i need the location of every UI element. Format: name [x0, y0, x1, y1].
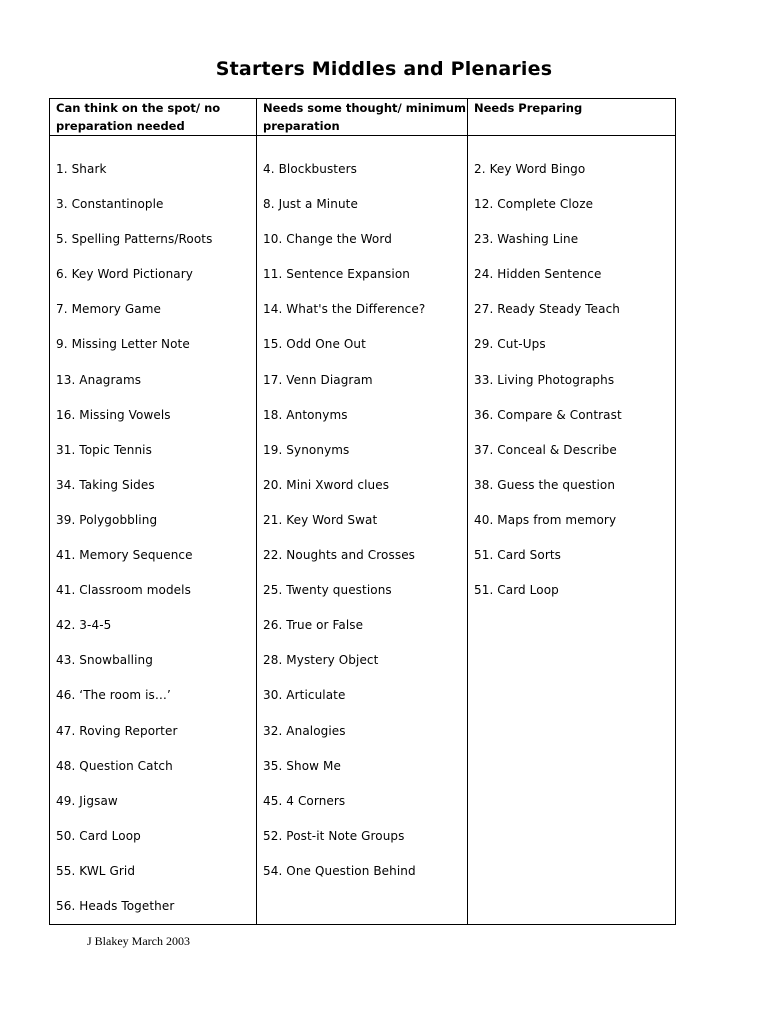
table-row: [50, 136, 676, 925]
list-item: 5. Spelling Patterns/Roots: [56, 232, 213, 247]
author-footer: J Blakey March 2003: [87, 934, 190, 948]
list-item: 46. ‘The room is…’: [56, 688, 171, 703]
list-item: 22. Noughts and Crosses: [263, 548, 416, 563]
document-title: Starters Middles and Plenaries: [215, 58, 553, 80]
column-cell-minimum-preparation: [257, 136, 468, 925]
list-item: 38. Guess the question: [474, 477, 616, 492]
list-item: 18. Antonyms: [263, 407, 348, 422]
list-item: 56. Heads Together: [56, 898, 175, 913]
list-item: 35. Show Me: [263, 758, 341, 773]
list-item: 9. Missing Letter Note: [56, 337, 190, 352]
list-item: 40. Maps from memory: [474, 512, 617, 527]
list-item: 55. KWL Grid: [56, 863, 136, 878]
list-item: 49. Jigsaw: [56, 793, 118, 808]
list-item: 31. Topic Tennis: [56, 442, 152, 457]
list-item: 13. Anagrams: [56, 372, 142, 387]
table-header: [50, 99, 676, 136]
list-item: 39. Polygobbling: [56, 512, 158, 527]
list-item: 2. Key Word Bingo: [474, 162, 586, 176]
activity-list: [56, 152, 256, 924]
list-item: 37. Conceal & Describe: [474, 442, 617, 457]
list-item: 1. Shark: [56, 162, 107, 176]
list-item: 28. Mystery Object: [263, 653, 379, 668]
list-item: 50. Card Loop: [56, 828, 141, 843]
list-item: 19. Synonyms: [263, 442, 350, 457]
list-item: 51. Card Loop: [474, 583, 559, 598]
list-item: 32. Analogies: [263, 723, 346, 738]
list-item: 43. Snowballing: [56, 653, 153, 668]
column-cell-no-preparation: [50, 136, 257, 925]
list-item: 25. Twenty questions: [263, 583, 392, 598]
list-item: 29. Cut-Ups: [474, 337, 546, 352]
list-item: 41. Classroom models: [56, 583, 191, 598]
list-item: 52. Post-it Note Groups: [263, 828, 405, 843]
activity-list: [263, 152, 467, 889]
list-item: 20. Mini Xword clues: [263, 477, 390, 492]
list-item: 6. Key Word Pictionary: [56, 267, 193, 282]
list-item: 26. True or False: [263, 618, 364, 633]
activities-table: [49, 98, 676, 925]
activity-list: [474, 152, 675, 608]
list-item: 12. Complete Cloze: [474, 197, 594, 212]
column-cell-needs-preparing: [468, 136, 676, 925]
column-header-no-preparation: Can think on the spot/ no preparation needed: [50, 99, 257, 136]
list-item: 24. Hidden Sentence: [474, 267, 602, 282]
list-item: 15. Odd One Out: [263, 337, 366, 352]
list-item: 51. Card Sorts: [474, 548, 562, 563]
list-item: 30. Articulate: [263, 688, 346, 703]
list-item: 54. One Question Behind: [263, 863, 416, 878]
list-item: 41. Memory Sequence: [56, 548, 193, 563]
list-item: 21. Key Word Swat: [263, 512, 378, 527]
list-item: 47. Roving Reporter: [56, 723, 178, 738]
list-item: 17. Venn Diagram: [263, 372, 373, 387]
column-header-needs-preparing: Needs Preparing: [468, 99, 676, 136]
list-item: 11. Sentence Expansion: [263, 267, 410, 282]
list-item: 27. Ready Steady Teach: [474, 302, 620, 317]
list-item: 14. What's the Difference?: [263, 302, 426, 317]
column-header-minimum-preparation: Needs some thought/ minimum preparation: [257, 99, 468, 136]
header-row: [50, 99, 676, 136]
list-item: 8. Just a Minute: [263, 197, 358, 212]
list-item: 10. Change the Word: [263, 232, 392, 247]
list-item: 34. Taking Sides: [56, 477, 155, 492]
list-item: 36. Compare & Contrast: [474, 407, 622, 422]
list-item: 23. Washing Line: [474, 232, 579, 247]
table-body: [50, 136, 676, 925]
list-item: 33. Living Photographs: [474, 372, 615, 387]
list-item: 45. 4 Corners: [263, 793, 346, 808]
list-item: 4. Blockbusters: [263, 162, 357, 176]
list-item: 3. Constantinople: [56, 197, 164, 212]
list-item: 7. Memory Game: [56, 302, 162, 317]
list-item: 16. Missing Vowels: [56, 407, 171, 422]
list-item: 48. Question Catch: [56, 758, 173, 773]
list-item: 42. 3-4-5: [56, 618, 112, 633]
